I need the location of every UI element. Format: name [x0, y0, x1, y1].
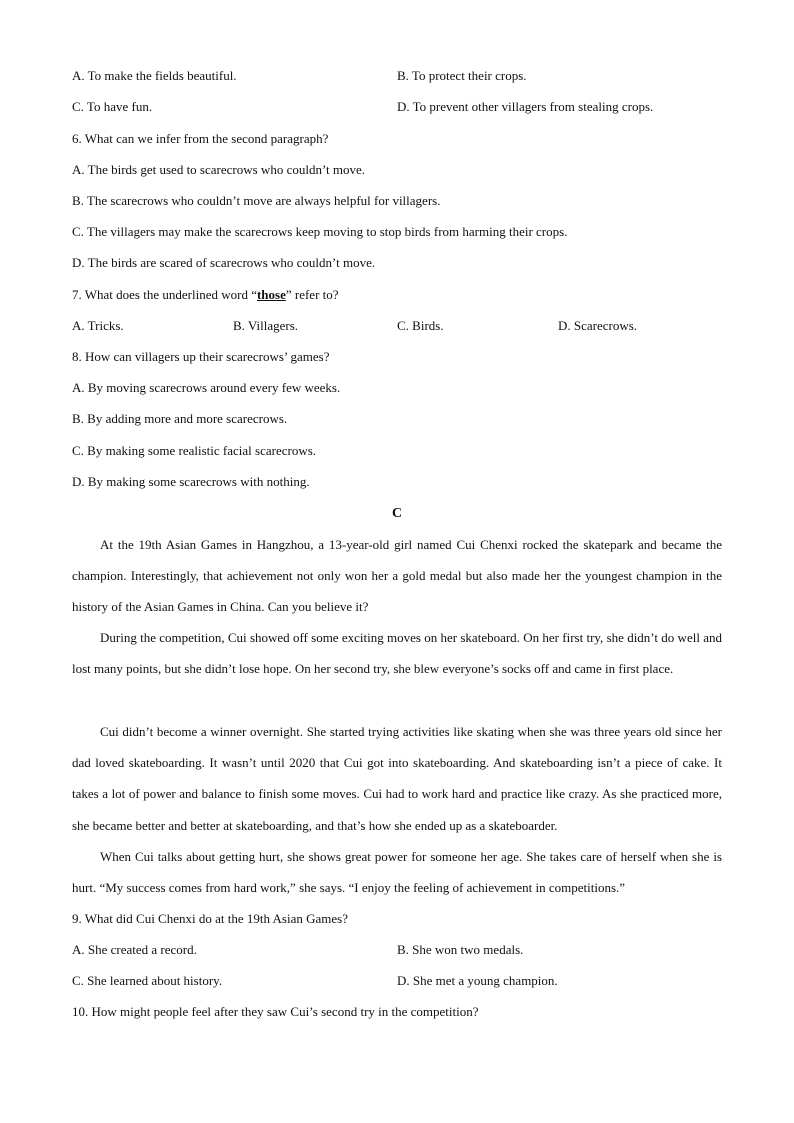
- q9-question: 9. What did Cui Chenxi do at the 19th Asian Games?: [72, 911, 348, 926]
- q10-question: 10. How might people feel after they saw Cui’s second try in the competition?: [72, 1004, 479, 1019]
- section-heading: C: [391, 506, 403, 521]
- q7-option-d: D. Scarecrows.: [558, 318, 638, 333]
- q7-question-post: ” refer to?: [285, 287, 339, 302]
- passage-paragraph-1: At the 19th Asian Games in Hangzhou, a 13-year-old girl named Cui Chenxi rocked the skatepark and became the champion. Interestingly, that achievement not only won her a gold medal but also made her the youngest champion in the history of the Asian Games in China. Can you believe it?: [72, 537, 722, 615]
- q7-question-pre: 7. What does the underlined word “: [72, 287, 257, 302]
- q8-option-d: D. By making some scarecrows with nothing.: [72, 474, 310, 489]
- q7-option-c: C. Birds.: [397, 318, 444, 333]
- q7-option-b: B. Villagers.: [233, 318, 299, 333]
- q6-option-d: D. The birds are scared of scarecrows who couldn’t move.: [72, 255, 376, 270]
- q5-option-c: C. To have fun.: [72, 99, 153, 114]
- q8-option-b: B. By adding more and more scarecrows.: [72, 411, 288, 426]
- q9-option-d: D. She met a young champion.: [397, 973, 558, 988]
- q6-question: 6. What can we infer from the second paragraph?: [72, 131, 329, 146]
- passage-paragraph-4: When Cui talks about getting hurt, she shows great power for someone her age. She takes care of herself when she is hurt. “My success comes from hard work,” she says. “I enjoy the feeling of achievement in competitions.”: [72, 849, 722, 896]
- q9-option-b: B. She won two medals.: [397, 942, 524, 957]
- q5-option-b: B. To protect their crops.: [397, 68, 527, 83]
- q7-underlined-word: those: [256, 287, 286, 302]
- passage-paragraph-2: During the competition, Cui showed off some exciting moves on her skateboard. On her first try, she didn’t do well and lost many points, but she didn’t lose hope. On her second try, she blew everyone’s socks off and came in first place.: [72, 630, 722, 677]
- q5-option-a: A. To make the fields beautiful.: [72, 68, 237, 83]
- q8-question: 8. How can villagers up their scarecrows’ games?: [72, 349, 330, 364]
- q9-option-c: C. She learned about history.: [72, 973, 223, 988]
- q9-option-a: A. She created a record.: [72, 942, 197, 957]
- q6-option-a: A. The birds get used to scarecrows who couldn’t move.: [72, 162, 366, 177]
- q8-option-c: C. By making some realistic facial scarecrows.: [72, 443, 317, 458]
- q8-option-a: A. By moving scarecrows around every few weeks.: [72, 380, 341, 395]
- q7-option-a: A. Tricks.: [72, 318, 124, 333]
- passage-paragraph-3: Cui didn’t become a winner overnight. She started trying activities like skating when she was three years old since her dad loved skateboarding. It wasn’t until 2020 that Cui got into skateboarding. And skateboarding isn’t a piece of cake. It takes a lot of power and balance to finish some moves. Cui had to work hard and practice like crazy. As she practiced more, she became better and better at skateboarding, and that’s how she ended up as a skateboarder.: [72, 724, 722, 833]
- q6-option-c: C. The villagers may make the scarecrows keep moving to stop birds from harming their crops.: [72, 224, 568, 239]
- q5-option-d: D. To prevent other villagers from stealing crops.: [397, 99, 654, 114]
- q6-option-b: B. The scarecrows who couldn’t move are always helpful for villagers.: [72, 193, 441, 208]
- q7-question: [72, 286, 339, 304]
